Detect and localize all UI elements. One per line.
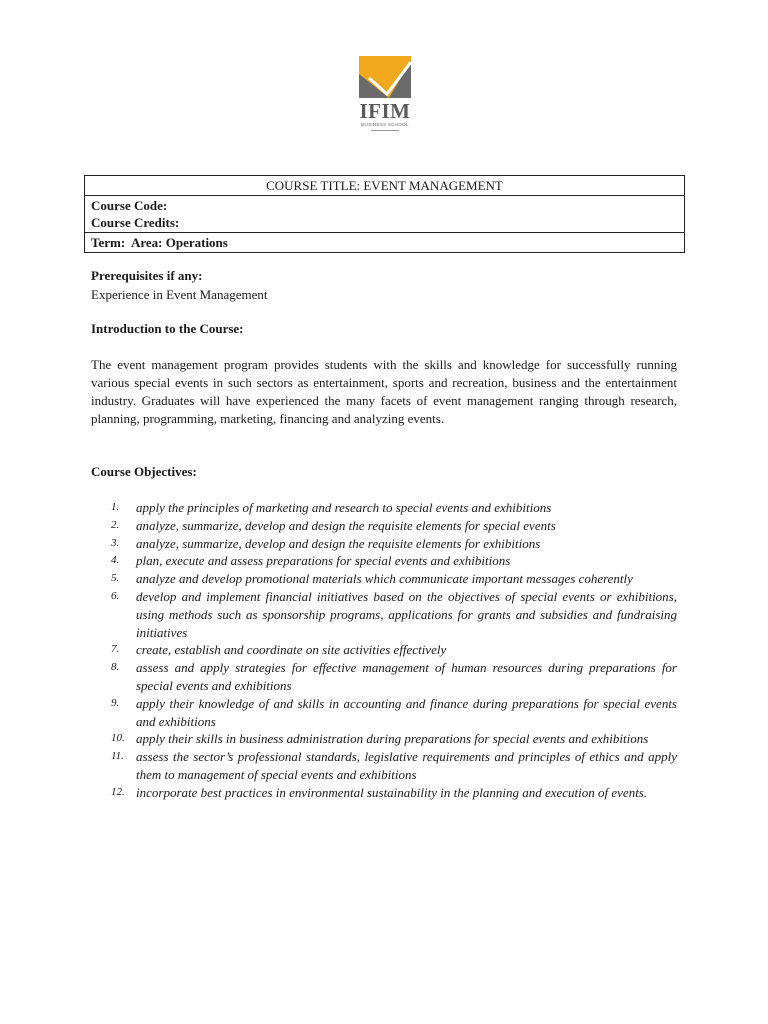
- ifim-logo-mark-icon: [359, 56, 411, 98]
- course-term-area: Term: Area: Operations: [85, 233, 685, 253]
- table-row: [85, 176, 685, 196]
- introduction-heading: Introduction to the Course:: [91, 321, 244, 336]
- objectives-list: [91, 499, 677, 802]
- list-item: 8. assess and apply strategies for effective management of human resources during preparations for special events and exhibitions: [111, 660, 677, 693]
- course-title: COURSE TITLE: EVENT MANAGEMENT: [85, 176, 685, 196]
- list-item: 12. incorporate best practices in environmental sustainability in the planning and execution of events.: [111, 784, 648, 800]
- list-item: 9. apply their knowledge of and skills in accounting and finance during preparations for special events and exhibitions: [111, 695, 677, 729]
- logo-divider: [371, 130, 399, 131]
- course-code-credits: [85, 196, 685, 233]
- prerequisites-text: Experience in Event Management: [91, 287, 268, 302]
- list-item: 4. plan, execute and assess preparations for special events and exhibitions: [111, 553, 511, 569]
- prerequisites-heading: Prerequisites if any:: [91, 268, 203, 283]
- course-credits-label: Course Credits:: [91, 215, 180, 230]
- list-item: 3. analyze, summarize, develop and design the requisite elements for exhibitions: [111, 535, 541, 551]
- list-item: 1. apply the principles of marketing and research to special events and exhibitions: [111, 500, 552, 515]
- table-row: [85, 233, 685, 253]
- list-item: 11. assess the sector’s professional standards, legislative requirements and principles of ethics and apply them to management of special events and exhibitions: [111, 749, 677, 782]
- objectives-heading: Course Objectives:: [91, 464, 197, 479]
- introduction-text: The event management program provides students with the skills and knowledge for successfully running various special events in such sectors as entertainment, sports and recreation, business and the entertainment industry. Graduates will have experienced the many facets of event management ranging through research, planning, programming, marketing, financing and analyzing events.: [91, 357, 677, 426]
- course-info-table: [84, 175, 685, 253]
- course-code-label: Course Code:: [91, 198, 168, 213]
- logo-subtitle: BUSINESS SCHOOL: [361, 122, 409, 127]
- list-item: 7. create, establish and coordinate on site activities effectively: [111, 642, 447, 658]
- ifim-logo: [356, 56, 414, 131]
- list-item: 5. analyze and develop promotional materials which communicate important messages coherently: [111, 571, 633, 587]
- list-item: 6. develop and implement financial initiatives based on the objectives of special events or exhibitions, using methods such as sponsorship programs, applications for grants and subsidies and fundraising initiatives: [111, 588, 677, 640]
- list-item: 2. analyze, summarize, develop and design the requisite elements for special events: [111, 517, 556, 533]
- logo-name: IFIM: [359, 99, 411, 123]
- list-item: 10. apply their skills in business administration during preparations for special events and exhibitions: [111, 731, 649, 747]
- table-row: [85, 196, 685, 233]
